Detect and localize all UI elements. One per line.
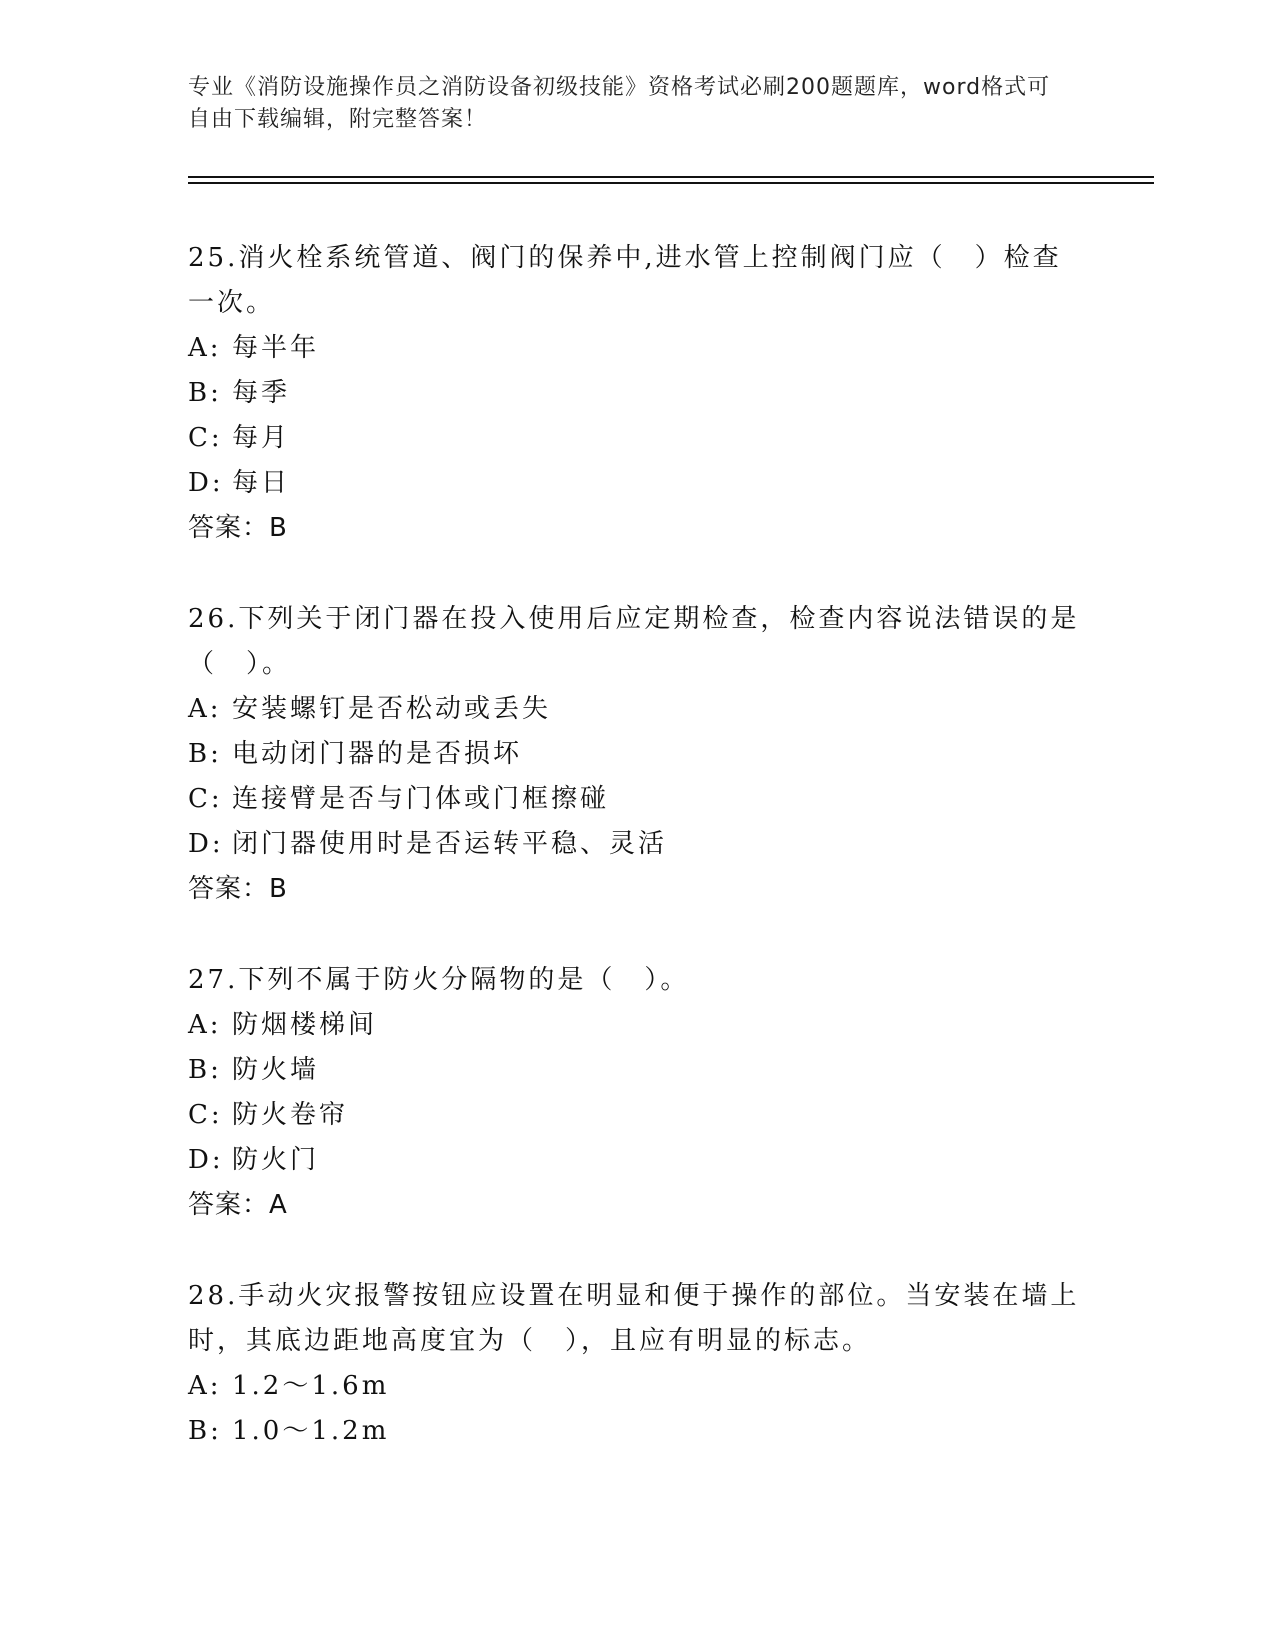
question-28 [188, 1274, 1088, 1454]
option-letter: B: [188, 1416, 222, 1446]
option-letter: B: [188, 378, 222, 408]
question-stem: 26.下列关于闭门器在投入使用后应定期检查，检查内容说法错误的是（ ）。 [188, 604, 1080, 679]
option-letter: A: [188, 333, 222, 363]
option-text: 安装螺钉是否松动或丢失 [232, 694, 552, 724]
option-text: 每日 [232, 468, 291, 498]
option-text: 防烟楼梯间 [232, 1010, 378, 1040]
option-b [188, 1048, 1088, 1093]
option-d [188, 1138, 1088, 1183]
answer-line: 答案：B [188, 874, 288, 904]
option-b [188, 1409, 1088, 1454]
answer-line: 答案：B [188, 513, 288, 543]
option-b [188, 732, 1088, 777]
option-b [188, 371, 1088, 416]
option-letter: A: [188, 1010, 222, 1040]
option-letter: D: [188, 829, 224, 859]
header-divider-bottom [188, 182, 1154, 184]
question-stem: 28.手动火灾报警按钮应设置在明显和便于操作的部位。当安装在墙上时，其底边距地高度宜为（ ），且应有明显的标志。 [188, 1281, 1080, 1356]
option-c [188, 1093, 1088, 1138]
option-letter: C: [188, 784, 223, 814]
option-letter: D: [188, 1145, 224, 1175]
option-letter: A: [188, 694, 222, 724]
option-letter: C: [188, 423, 223, 453]
option-a [188, 1364, 1088, 1409]
header-divider-top [188, 176, 1154, 178]
question-stem: 25.消火栓系统管道、阀门的保养中,进水管上控制阀门应（ ）检查一次。 [188, 243, 1062, 318]
option-text: 1.2～1.6m [232, 1371, 390, 1401]
option-letter: C: [188, 1100, 223, 1130]
option-text: 防火墙 [232, 1055, 320, 1085]
option-text: 电动闭门器的是否损坏 [232, 739, 523, 769]
answer-line: 答案：A [188, 1190, 288, 1220]
option-text: 防火卷帘 [232, 1100, 349, 1130]
option-text: 闭门器使用时是否运转平稳、灵活 [232, 829, 668, 859]
question-list [188, 236, 1088, 1500]
document-header: 专业《消防设施操作员之消防设备初级技能》资格考试必刷200题题库，word格式可自由下载编辑，附完整答案！ [188, 75, 1051, 132]
option-text: 每半年 [232, 333, 320, 363]
option-d [188, 461, 1088, 506]
option-text: 1.0～1.2m [232, 1416, 390, 1446]
option-letter: B: [188, 739, 222, 769]
option-letter: B: [188, 1055, 222, 1085]
question-stem: 27.下列不属于防火分隔物的是（ ）。 [188, 965, 690, 995]
option-c [188, 416, 1088, 461]
option-d [188, 822, 1088, 867]
question-25 [188, 236, 1088, 551]
option-a [188, 326, 1088, 371]
option-a [188, 687, 1088, 732]
option-c [188, 777, 1088, 822]
option-text: 防火门 [232, 1145, 320, 1175]
option-text: 连接臂是否与门体或门框擦碰 [232, 784, 610, 814]
option-text: 每月 [232, 423, 291, 453]
question-26 [188, 597, 1088, 912]
option-letter: D: [188, 468, 224, 498]
option-text: 每季 [232, 378, 291, 408]
option-a [188, 1003, 1088, 1048]
option-letter: A: [188, 1371, 222, 1401]
question-27 [188, 958, 1088, 1228]
